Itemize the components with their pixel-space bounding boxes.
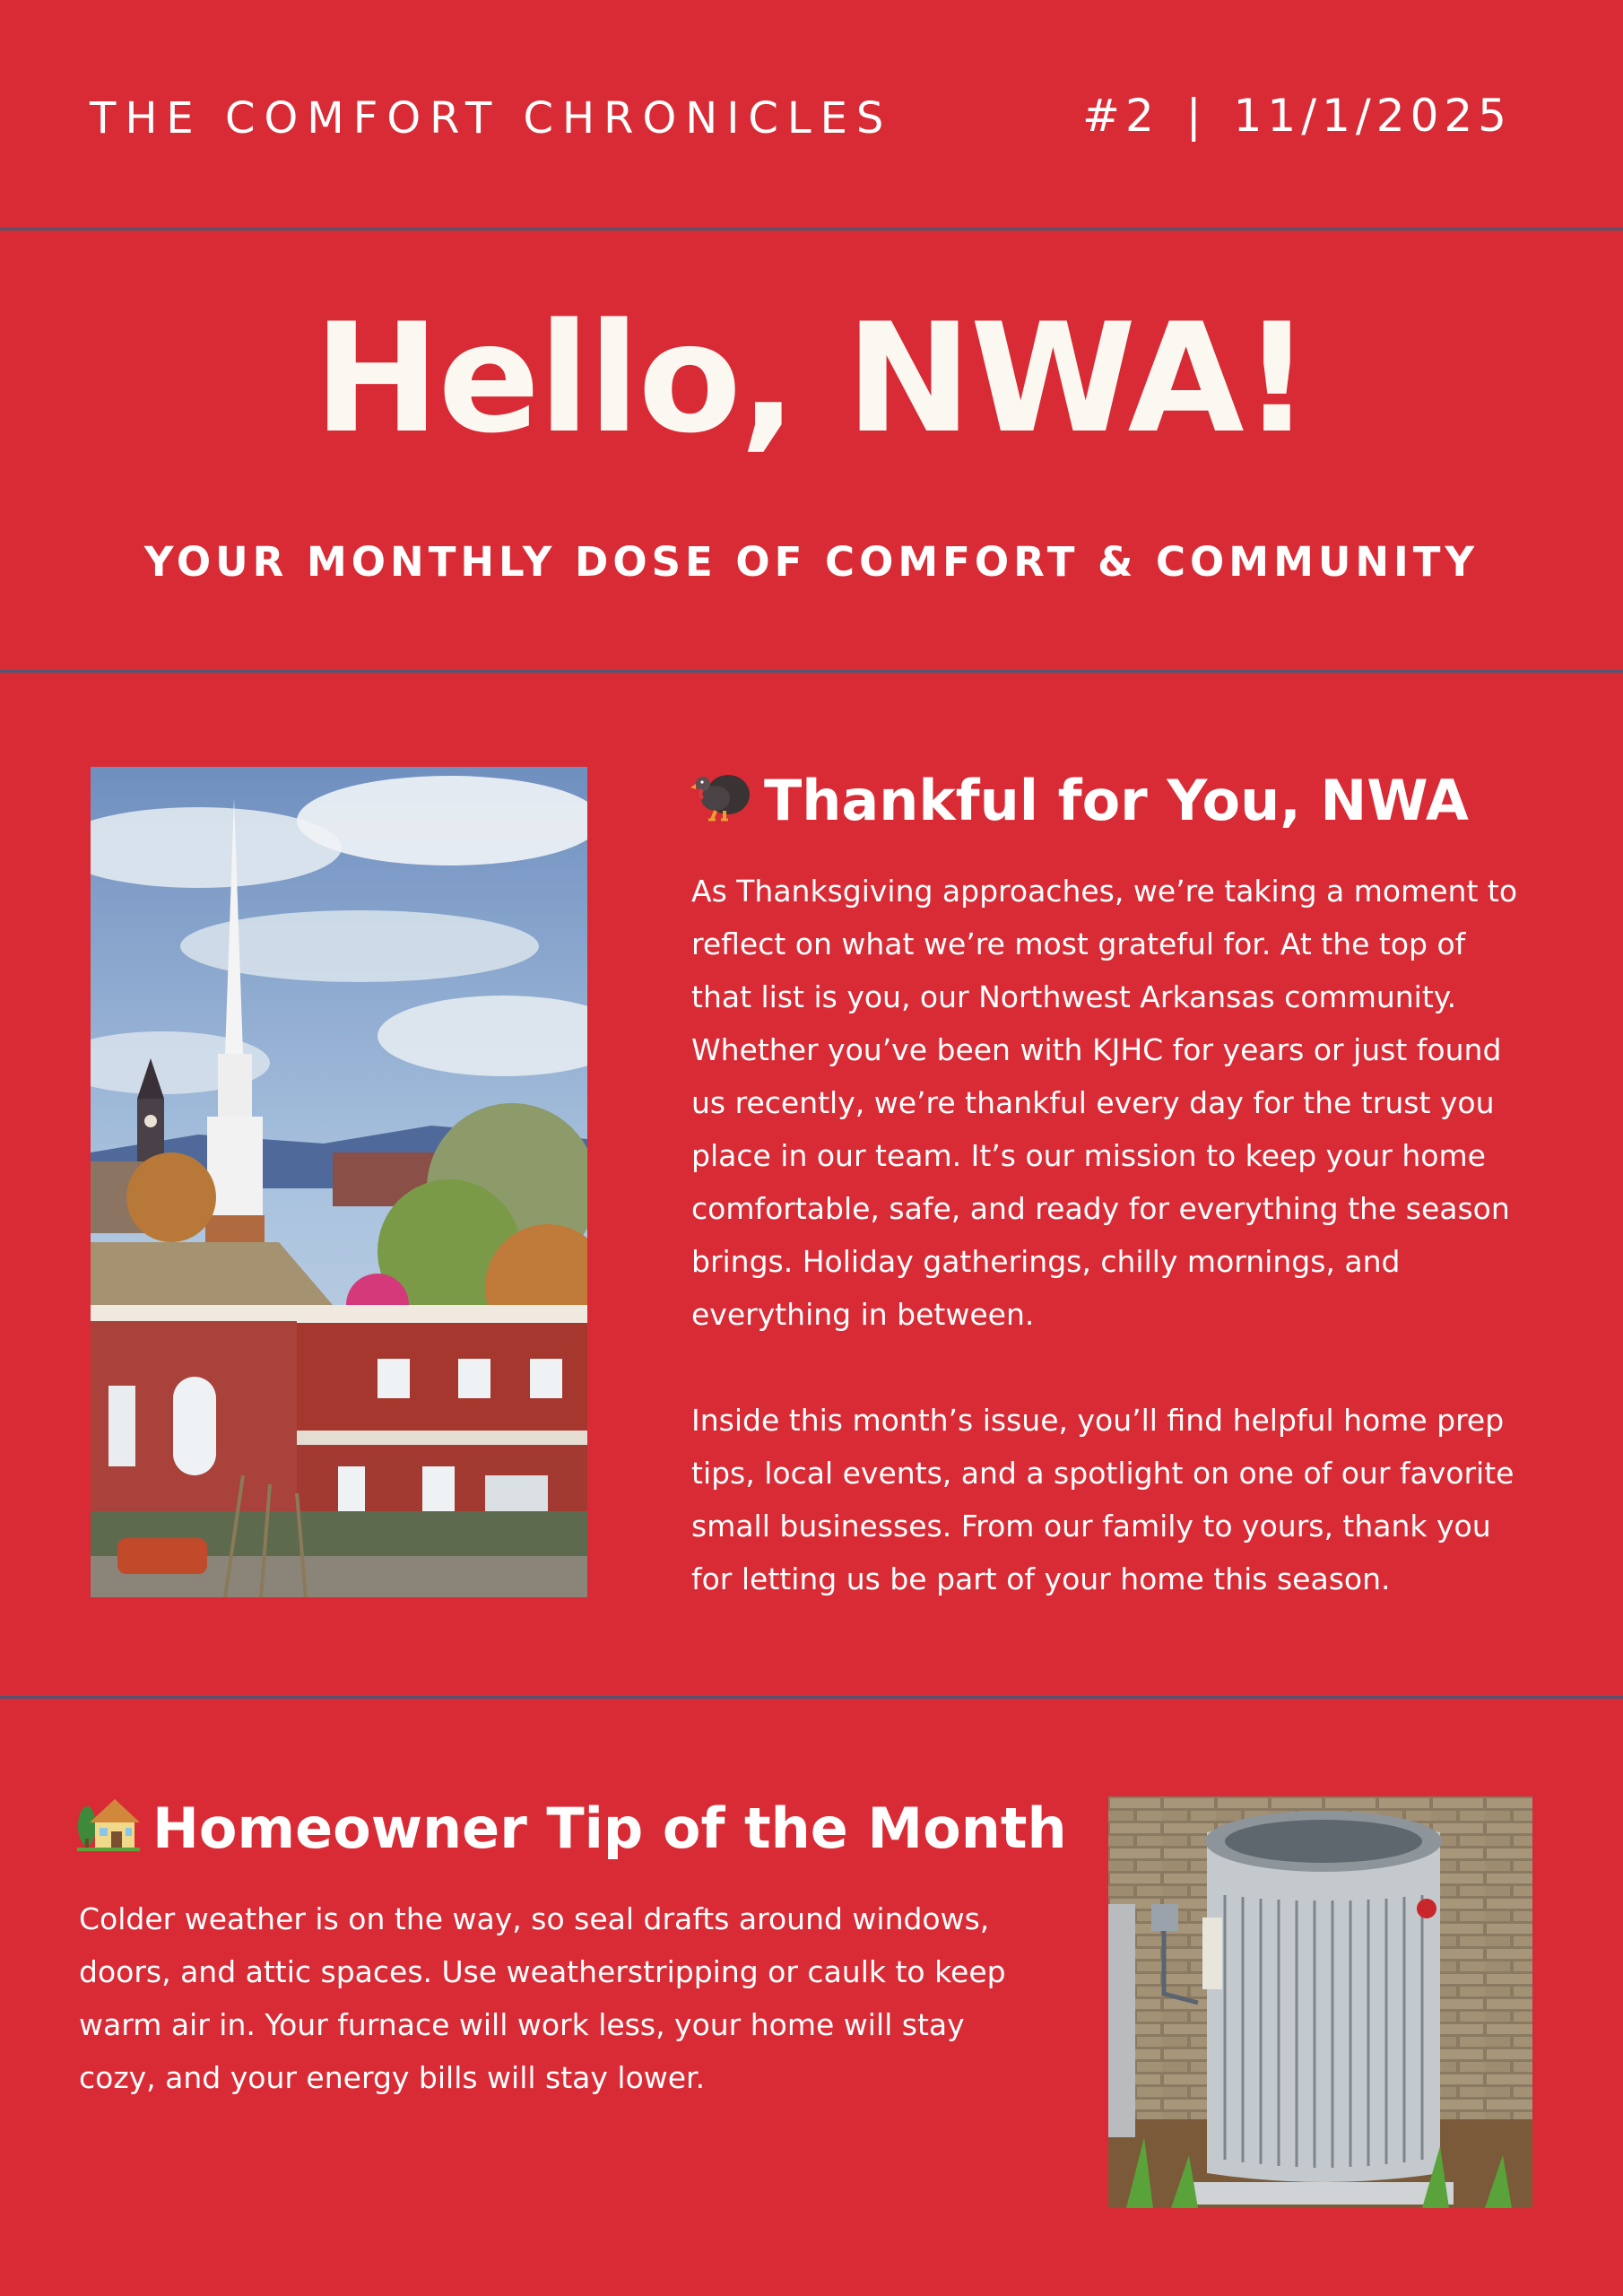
thankful-heading	[689, 764, 1469, 837]
thankful-paragraph: As Thanksgiving approaches, we’re taking a moment to reflect on what we’re most grateful for. At the top of that list is you, our Northwest Arkansas community. Whether you’ve been with KJHC for years or just found us recently, we’re thankful every day for the trust you place in our team. It’s our mission to keep your home comfortable, safe, and ready for everything the season brings. Holiday gatherings, chilly mornings, and everything in between.	[691, 874, 1518, 1332]
tip-heading	[77, 1792, 1067, 1865]
divider-tip	[0, 1696, 1623, 1699]
thankful-body	[691, 865, 1534, 1605]
issue-number: #2	[1082, 90, 1159, 142]
thankful-paragraph: Inside this month’s issue, you’ll find helpful home prep tips, local events, and a spotlight on one of our favorite small businesses. From our family to yours, thank you for letting us be part of your home this season.	[691, 1403, 1515, 1596]
thankful-title: Thankful for You, NWA	[764, 768, 1469, 833]
divider-top	[0, 228, 1623, 230]
church-town-photo	[91, 767, 587, 1597]
page-subtitle: YOUR MONTHLY DOSE OF COMFORT & COMMUNITY	[143, 538, 1480, 586]
turkey-icon	[689, 764, 751, 837]
divider-hero	[0, 670, 1623, 673]
issue-separator: |	[1185, 90, 1207, 142]
tip-paragraph: Colder weather is on the way, so seal drafts around windows, doors, and attic spaces. Use weatherstripping or caulk to keep warm air in. Your furnace will work less, your home will stay cozy, and your energy bills will stay lower.	[79, 1901, 1006, 2095]
newsletter-name: THE COMFORT CHRONICLES	[90, 93, 893, 144]
page-title: Hello, NWA!	[313, 291, 1310, 466]
tip-body	[79, 1892, 1011, 2104]
tip-title: Homeowner Tip of the Month	[152, 1796, 1067, 1861]
issue-date: 11/1/2025	[1233, 90, 1512, 142]
issue-info	[1082, 90, 1512, 142]
ac-unit-photo	[1108, 1796, 1532, 2208]
house-icon	[77, 1792, 140, 1865]
